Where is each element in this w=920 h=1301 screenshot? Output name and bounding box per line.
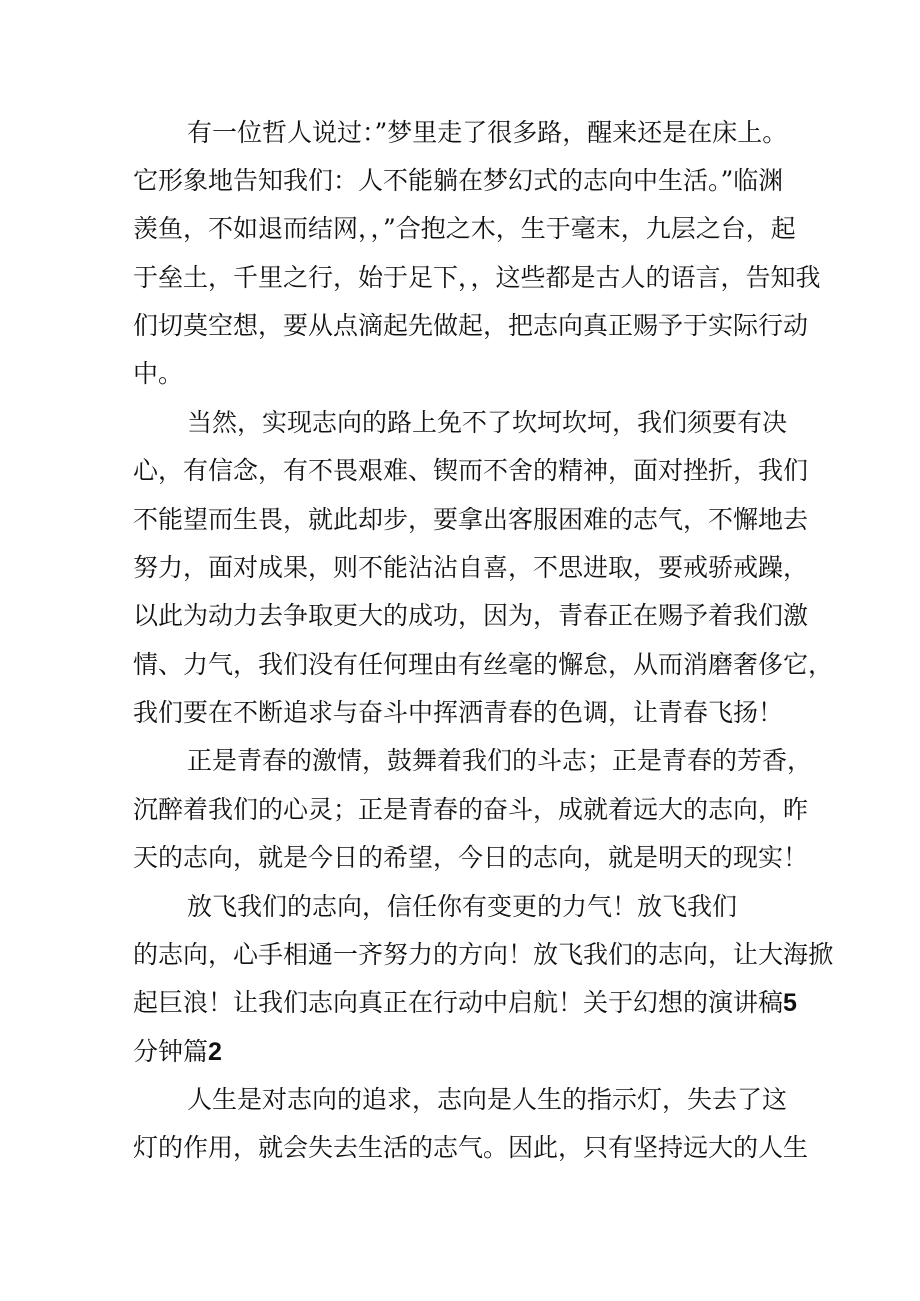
text-line: 于垒土，千里之行，始于足下，，这些都是古人的语言，告知我 (133, 263, 821, 292)
text-line: 以此为动力去争取更大的成功，因为，青春正在赐予着我们激 (133, 601, 809, 630)
text-line: 人生是对志向的追求，志向是人生的指示灯，失去了这 (187, 1085, 788, 1114)
text-line (133, 1032, 222, 1072)
text-line: 中。 (133, 359, 184, 388)
text-line: 情、力气，我们没有任何理由有丝毫的懈怠，从而消磨奢侈它， (133, 650, 834, 679)
number-five: 5 (783, 989, 797, 1017)
text-line: 的志向，心手相通一齐努力的方向！放飞我们的志向，让大海掀 (133, 940, 834, 969)
text-line: 灯的作用，就会失去生活的志气。因此，只有坚持远大的人生 (133, 1133, 809, 1162)
text-line: 它形象地告知我们：人不能躺在梦幻式的志向中生活。”临渊 (133, 166, 784, 195)
text-line: 天的志向，就是今日的希望，今日的志向，就是明天的现实！ (133, 843, 809, 872)
text-line: 羡鱼，不如退而结网，，”合抱之木，生于毫末，九层之台，起 (133, 214, 796, 243)
text-segment: 分钟篇 (133, 1037, 209, 1066)
text-line: 我们要在不断追求与奋斗中挥洒青春的色调，让青春飞扬！ (133, 698, 784, 727)
text-line: 当然，实现志向的路上免不了坎坷坎坷，我们须要有决 (187, 408, 788, 437)
text-line: 有一位哲人说过：”梦里走了很多路，醒来还是在床上。 (187, 118, 788, 147)
text-line: 努力，面对成果，则不能沾沾自喜，不思进取，要戒骄戒躁， (133, 553, 809, 582)
number-two: 2 (208, 1038, 222, 1066)
text-line: 不能望而生畏，就此却步，要拿出客服困难的志气，不懈地去 (133, 505, 809, 534)
text-line: 们切莫空想，要从点滴起先做起，把志向真正赐予于实际行动 (133, 311, 809, 340)
text-line (133, 983, 797, 1023)
text-segment: 起巨浪！让我们志向真正在行动中启航！关于幻想的演讲稿 (133, 988, 784, 1017)
text-line: 沉醉着我们的心灵；正是青春的奋斗，成就着远大的志向，昨 (133, 795, 809, 824)
text-line: 正是青春的激情，鼓舞着我们的斗志；正是青春的芳香， (187, 746, 813, 775)
text-line: 放飞我们的志向，信任你有变更的力气！放飞我们 (187, 892, 738, 921)
text-line: 心，有信念，有不畏艰难、锲而不舍的精神，面对挫折，我们 (133, 456, 809, 485)
